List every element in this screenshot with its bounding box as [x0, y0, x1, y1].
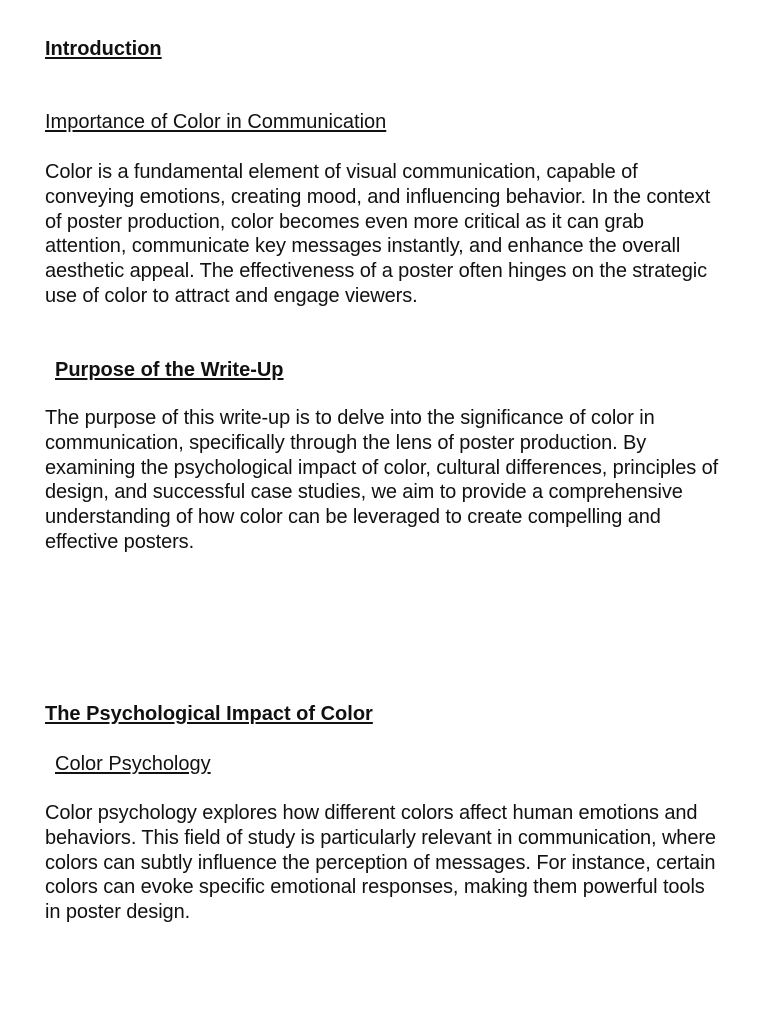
introduction-heading: Introduction [45, 38, 162, 60]
purpose-paragraph: The purpose of this write-up is to delve into the significance of color in communication, specifically through the lens of poster production. By examining the psychological impact of color, cultural differences, principles of design, and successful case studies, we aim to provide a comprehensive understanding of how color can be leveraged to create compelling and effective posters. [45, 407, 719, 553]
purpose-heading: Purpose of the Write-Up [55, 359, 284, 381]
importance-of-color-heading: Importance of Color in Communication [45, 111, 387, 133]
importance-paragraph: Color is a fundamental element of visual communication, capable of conveying emotions, creating mood, and influencing behavior. In the context of poster production, color becomes even more critical as it can grab attention, communicate key messages instantly, and enhance the overall aesthetic appeal. The effectiveness of a poster often hinges on the strategic use of color to attract and engage viewers. [45, 161, 711, 307]
psychological-impact-heading: The Psychological Impact of Color [45, 703, 373, 725]
color-psychology-heading: Color Psychology [55, 753, 211, 775]
color-psychology-paragraph: Color psychology explores how different colors affect human emotions and behaviors. This field of study is particularly relevant in communication, where colors can subtly influence the perception of messages. For instance, certain colors can evoke specific emotional responses, making them powerful tools in poster design. [45, 802, 716, 924]
